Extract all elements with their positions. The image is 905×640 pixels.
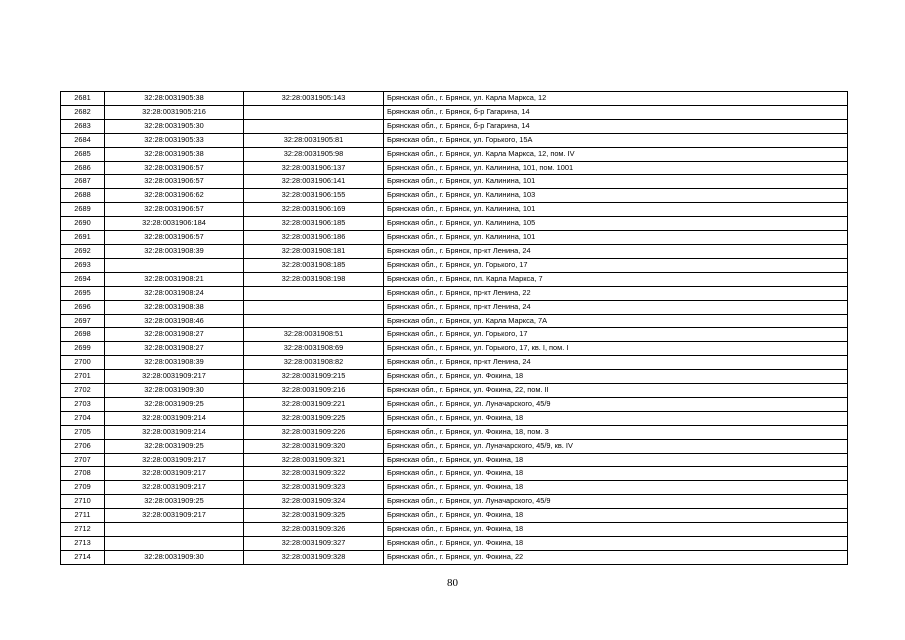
- row-number-cell: 2682: [61, 105, 105, 119]
- object-cadastral-number-cell: 32:28:0031905:98: [244, 147, 384, 161]
- land-cadastral-number-cell: 32:28:0031909:217: [105, 467, 244, 481]
- land-cadastral-number-cell: [105, 258, 244, 272]
- address-cell: Брянская обл., г. Брянск, ул. Калинина, 101: [384, 203, 848, 217]
- table-row: [61, 272, 848, 286]
- table-row: [61, 537, 848, 551]
- row-number-cell: 2708: [61, 467, 105, 481]
- object-cadastral-number-cell: 32:28:0031905:143: [244, 92, 384, 106]
- land-cadastral-number-cell: 32:28:0031909:217: [105, 481, 244, 495]
- address-cell: Брянская обл., г. Брянск, ул. Фокина, 22: [384, 550, 848, 564]
- land-cadastral-number-cell: 32:28:0031906:57: [105, 231, 244, 245]
- row-number-cell: 2697: [61, 314, 105, 328]
- row-number-cell: 2706: [61, 439, 105, 453]
- object-cadastral-number-cell: 32:28:0031908:82: [244, 356, 384, 370]
- object-cadastral-number-cell: 32:28:0031909:215: [244, 370, 384, 384]
- address-cell: Брянская обл., г. Брянск, ул. Горького, 15А: [384, 133, 848, 147]
- table-row: [61, 342, 848, 356]
- table-row: [61, 439, 848, 453]
- land-cadastral-number-cell: 32:28:0031908:24: [105, 286, 244, 300]
- address-cell: Брянская обл., г. Брянск, ул. Калинина, 103: [384, 189, 848, 203]
- land-cadastral-number-cell: 32:28:0031906:62: [105, 189, 244, 203]
- row-number-cell: 2705: [61, 425, 105, 439]
- table-row: [61, 92, 848, 106]
- row-number-cell: 2702: [61, 384, 105, 398]
- table-row: [61, 328, 848, 342]
- table-row: [61, 523, 848, 537]
- row-number-cell: 2686: [61, 161, 105, 175]
- object-cadastral-number-cell: [244, 300, 384, 314]
- table-row: [61, 384, 848, 398]
- table-row: [61, 105, 848, 119]
- address-cell: Брянская обл., г. Брянск, пр-кт Ленина, 22: [384, 286, 848, 300]
- object-cadastral-number-cell: 32:28:0031908:198: [244, 272, 384, 286]
- row-number-cell: 2691: [61, 231, 105, 245]
- object-cadastral-number-cell: [244, 314, 384, 328]
- row-number-cell: 2692: [61, 244, 105, 258]
- object-cadastral-number-cell: 32:28:0031909:323: [244, 481, 384, 495]
- land-cadastral-number-cell: [105, 523, 244, 537]
- row-number-cell: 2709: [61, 481, 105, 495]
- land-cadastral-number-cell: 32:28:0031906:57: [105, 161, 244, 175]
- object-cadastral-number-cell: 32:28:0031906:155: [244, 189, 384, 203]
- row-number-cell: 2712: [61, 523, 105, 537]
- cadastral-table: [60, 91, 848, 565]
- row-number-cell: 2690: [61, 217, 105, 231]
- object-cadastral-number-cell: 32:28:0031906:169: [244, 203, 384, 217]
- address-cell: Брянская обл., г. Брянск, ул. Калинина, 101, пом. 1001: [384, 161, 848, 175]
- address-cell: Брянская обл., г. Брянск, ул. Калинина, 105: [384, 217, 848, 231]
- land-cadastral-number-cell: 32:28:0031908:27: [105, 342, 244, 356]
- table-row: [61, 258, 848, 272]
- address-cell: Брянская обл., г. Брянск, ул. Фокина, 18: [384, 467, 848, 481]
- row-number-cell: 2684: [61, 133, 105, 147]
- land-cadastral-number-cell: 32:28:0031909:217: [105, 453, 244, 467]
- table-row: [61, 397, 848, 411]
- object-cadastral-number-cell: [244, 105, 384, 119]
- address-cell: Брянская обл., г. Брянск, пр-кт Ленина, 24: [384, 244, 848, 258]
- address-cell: Брянская обл., г. Брянск, ул. Горького, 17: [384, 328, 848, 342]
- address-cell: Брянская обл., г. Брянск, ул. Фокина, 22, пом. II: [384, 384, 848, 398]
- table-row: [61, 119, 848, 133]
- row-number-cell: 2693: [61, 258, 105, 272]
- land-cadastral-number-cell: 32:28:0031905:30: [105, 119, 244, 133]
- object-cadastral-number-cell: [244, 286, 384, 300]
- object-cadastral-number-cell: 32:28:0031909:320: [244, 439, 384, 453]
- address-cell: Брянская обл., г. Брянск, ул. Карла Маркса, 12: [384, 92, 848, 106]
- row-number-cell: 2694: [61, 272, 105, 286]
- object-cadastral-number-cell: 32:28:0031909:216: [244, 384, 384, 398]
- land-cadastral-number-cell: 32:28:0031909:214: [105, 411, 244, 425]
- table-row: [61, 411, 848, 425]
- row-number-cell: 2696: [61, 300, 105, 314]
- row-number-cell: 2710: [61, 495, 105, 509]
- address-cell: Брянская обл., г. Брянск, б-р Гагарина, 14: [384, 119, 848, 133]
- object-cadastral-number-cell: 32:28:0031908:69: [244, 342, 384, 356]
- object-cadastral-number-cell: 32:28:0031909:321: [244, 453, 384, 467]
- table-body: [61, 92, 848, 565]
- address-cell: Брянская обл., г. Брянск, пр-кт Ленина, 24: [384, 300, 848, 314]
- row-number-cell: 2703: [61, 397, 105, 411]
- address-cell: Брянская обл., г. Брянск, ул. Карла Маркса, 7А: [384, 314, 848, 328]
- object-cadastral-number-cell: 32:28:0031909:322: [244, 467, 384, 481]
- land-cadastral-number-cell: 32:28:0031908:39: [105, 244, 244, 258]
- address-cell: Брянская обл., г. Брянск, пл. Карла Маркса, 7: [384, 272, 848, 286]
- row-number-cell: 2698: [61, 328, 105, 342]
- land-cadastral-number-cell: 32:28:0031905:38: [105, 147, 244, 161]
- address-cell: Брянская обл., г. Брянск, ул. Фокина, 18: [384, 523, 848, 537]
- table-row: [61, 175, 848, 189]
- land-cadastral-number-cell: 32:28:0031908:38: [105, 300, 244, 314]
- address-cell: Брянская обл., г. Брянск, ул. Фокина, 18, пом. 3: [384, 425, 848, 439]
- address-cell: Брянская обл., г. Брянск, ул. Горького, 17, кв. I, пом. I: [384, 342, 848, 356]
- address-cell: Брянская обл., г. Брянск, б-р Гагарина, 14: [384, 105, 848, 119]
- land-cadastral-number-cell: 32:28:0031909:214: [105, 425, 244, 439]
- land-cadastral-number-cell: 32:28:0031908:27: [105, 328, 244, 342]
- address-cell: Брянская обл., г. Брянск, ул. Калинина, 101: [384, 231, 848, 245]
- row-number-cell: 2683: [61, 119, 105, 133]
- table-row: [61, 314, 848, 328]
- object-cadastral-number-cell: 32:28:0031909:328: [244, 550, 384, 564]
- object-cadastral-number-cell: 32:28:0031908:181: [244, 244, 384, 258]
- table-row: [61, 244, 848, 258]
- address-cell: Брянская обл., г. Брянск, пр-кт Ленина, 24: [384, 356, 848, 370]
- land-cadastral-number-cell: 32:28:0031906:184: [105, 217, 244, 231]
- address-cell: Брянская обл., г. Брянск, ул. Луначарского, 45/9: [384, 397, 848, 411]
- land-cadastral-number-cell: 32:28:0031909:25: [105, 439, 244, 453]
- address-cell: Брянская обл., г. Брянск, ул. Фокина, 18: [384, 411, 848, 425]
- table-row: [61, 356, 848, 370]
- object-cadastral-number-cell: 32:28:0031909:221: [244, 397, 384, 411]
- address-cell: Брянская обл., г. Брянск, ул. Горького, 17: [384, 258, 848, 272]
- address-cell: Брянская обл., г. Брянск, ул. Карла Маркса, 12, пом. IV: [384, 147, 848, 161]
- table-row: [61, 286, 848, 300]
- object-cadastral-number-cell: 32:28:0031906:141: [244, 175, 384, 189]
- land-cadastral-number-cell: 32:28:0031909:30: [105, 384, 244, 398]
- land-cadastral-number-cell: 32:28:0031909:217: [105, 370, 244, 384]
- page-number: 80: [447, 577, 458, 589]
- address-cell: Брянская обл., г. Брянск, ул. Фокина, 18: [384, 509, 848, 523]
- table-row: [61, 453, 848, 467]
- table-row: [61, 481, 848, 495]
- table-row: [61, 495, 848, 509]
- table-row: [61, 300, 848, 314]
- land-cadastral-number-cell: 32:28:0031909:25: [105, 397, 244, 411]
- table-row: [61, 189, 848, 203]
- row-number-cell: 2704: [61, 411, 105, 425]
- object-cadastral-number-cell: 32:28:0031909:324: [244, 495, 384, 509]
- address-cell: Брянская обл., г. Брянск, ул. Калинина, 101: [384, 175, 848, 189]
- address-cell: Брянская обл., г. Брянск, ул. Фокина, 18: [384, 537, 848, 551]
- object-cadastral-number-cell: 32:28:0031909:225: [244, 411, 384, 425]
- table-row: [61, 161, 848, 175]
- land-cadastral-number-cell: 32:28:0031909:25: [105, 495, 244, 509]
- land-cadastral-number-cell: 32:28:0031905:216: [105, 105, 244, 119]
- table-row: [61, 203, 848, 217]
- table-row: [61, 550, 848, 564]
- row-number-cell: 2685: [61, 147, 105, 161]
- object-cadastral-number-cell: 32:28:0031909:226: [244, 425, 384, 439]
- table-row: [61, 509, 848, 523]
- land-cadastral-number-cell: 32:28:0031906:57: [105, 175, 244, 189]
- row-number-cell: 2695: [61, 286, 105, 300]
- table-row: [61, 467, 848, 481]
- row-number-cell: 2713: [61, 537, 105, 551]
- object-cadastral-number-cell: [244, 119, 384, 133]
- table-row: [61, 133, 848, 147]
- row-number-cell: 2701: [61, 370, 105, 384]
- table-row: [61, 425, 848, 439]
- row-number-cell: 2700: [61, 356, 105, 370]
- land-cadastral-number-cell: 32:28:0031908:46: [105, 314, 244, 328]
- land-cadastral-number-cell: 32:28:0031909:30: [105, 550, 244, 564]
- land-cadastral-number-cell: 32:28:0031905:33: [105, 133, 244, 147]
- row-number-cell: 2687: [61, 175, 105, 189]
- row-number-cell: 2681: [61, 92, 105, 106]
- object-cadastral-number-cell: 32:28:0031906:137: [244, 161, 384, 175]
- row-number-cell: 2707: [61, 453, 105, 467]
- address-cell: Брянская обл., г. Брянск, ул. Луначарского, 45/9, кв. IV: [384, 439, 848, 453]
- table-row: [61, 370, 848, 384]
- row-number-cell: 2689: [61, 203, 105, 217]
- land-cadastral-number-cell: 32:28:0031906:57: [105, 203, 244, 217]
- address-cell: Брянская обл., г. Брянск, ул. Луначарского, 45/9: [384, 495, 848, 509]
- object-cadastral-number-cell: 32:28:0031908:185: [244, 258, 384, 272]
- row-number-cell: 2714: [61, 550, 105, 564]
- land-cadastral-number-cell: 32:28:0031908:21: [105, 272, 244, 286]
- row-number-cell: 2688: [61, 189, 105, 203]
- object-cadastral-number-cell: 32:28:0031906:186: [244, 231, 384, 245]
- object-cadastral-number-cell: 32:28:0031909:327: [244, 537, 384, 551]
- land-cadastral-number-cell: 32:28:0031908:39: [105, 356, 244, 370]
- object-cadastral-number-cell: 32:28:0031909:325: [244, 509, 384, 523]
- land-cadastral-number-cell: [105, 537, 244, 551]
- table-row: [61, 217, 848, 231]
- table-row: [61, 147, 848, 161]
- address-cell: Брянская обл., г. Брянск, ул. Фокина, 18: [384, 370, 848, 384]
- land-cadastral-number-cell: 32:28:0031905:38: [105, 92, 244, 106]
- address-cell: Брянская обл., г. Брянск, ул. Фокина, 18: [384, 481, 848, 495]
- object-cadastral-number-cell: 32:28:0031908:51: [244, 328, 384, 342]
- table-row: [61, 231, 848, 245]
- address-cell: Брянская обл., г. Брянск, ул. Фокина, 18: [384, 453, 848, 467]
- row-number-cell: 2711: [61, 509, 105, 523]
- row-number-cell: 2699: [61, 342, 105, 356]
- object-cadastral-number-cell: 32:28:0031909:326: [244, 523, 384, 537]
- land-cadastral-number-cell: 32:28:0031909:217: [105, 509, 244, 523]
- object-cadastral-number-cell: 32:28:0031905:81: [244, 133, 384, 147]
- object-cadastral-number-cell: 32:28:0031906:185: [244, 217, 384, 231]
